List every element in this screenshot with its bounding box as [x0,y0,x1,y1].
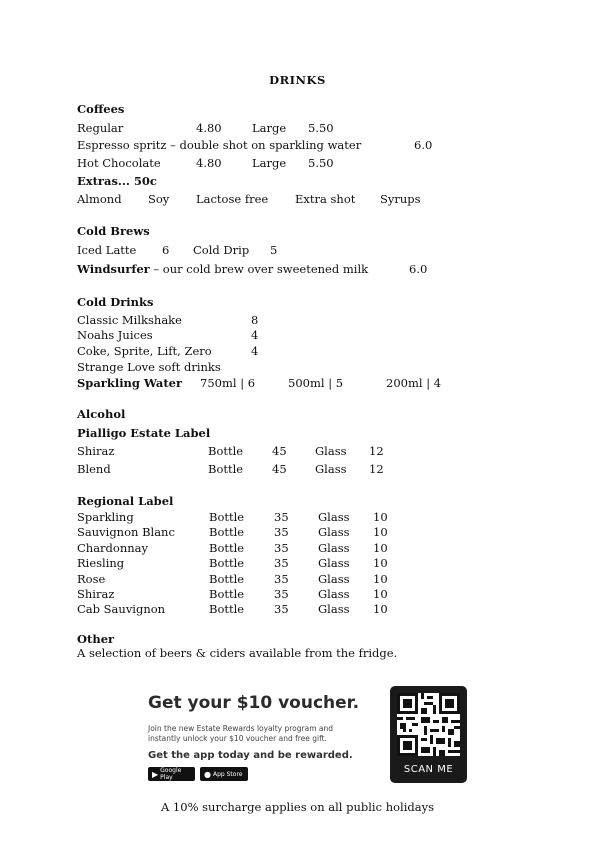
wine-bottle-price: 35 [274,525,289,539]
wine-bottle-label: Bottle [209,587,245,601]
wine-bottle-label: Bottle [209,541,245,555]
cold-drink-price: 8 [251,313,259,327]
wine-name: Shiraz [77,587,115,601]
cold-drinks-heading: Cold Drinks [77,295,154,309]
wine-glass-label: Glass [318,541,350,555]
sparkling-water-name: Sparkling Water [77,376,183,390]
wine-glass-price: 10 [373,602,388,616]
extras-heading: Extras... 50c [77,174,157,188]
app-store-badge[interactable] [200,767,248,781]
extra-item: Extra shot [295,192,356,206]
qr-code-panel [390,686,467,783]
wine-glass-label: Glass [318,556,350,570]
wine-bottle-price: 35 [274,572,289,586]
wine-bottle-price: 45 [272,462,287,476]
wine-name: Sparkling [77,510,134,524]
qr-code-icon [397,693,460,756]
coffee-hotchoc-price: 4.80 [196,156,222,170]
wine-bottle-label: Bottle [209,510,245,524]
wine-bottle-label: Bottle [208,444,244,458]
estate-label-heading: Pialligo Estate Label [77,426,211,440]
cold-drink-price: 4 [251,328,259,342]
wine-bottle-label: Bottle [209,525,245,539]
page-title: DRINKS [269,73,326,87]
wine-bottle-label: Bottle [209,556,245,570]
windsurfer-name: Windsurfer [77,262,150,276]
app-store-label: App Store [212,770,243,778]
coffee-espresso-price: 6.0 [414,138,433,152]
extra-item: Soy [148,192,170,206]
windsurfer-price: 6.0 [409,262,428,276]
rewards-promo [145,686,470,784]
google-play-badge[interactable] [148,767,195,781]
wine-bottle-price: 35 [274,556,289,570]
wine-glass-label: Glass [315,462,347,476]
sparkling-size-500: 500ml | 5 [288,376,344,390]
iced-latte-name: Iced Latte [77,243,137,257]
wine-glass-label: Glass [318,572,350,586]
coffee-regular-large: Large [252,121,287,135]
cold-drip-price: 5 [270,243,278,257]
sparkling-size-200: 200ml | 4 [386,376,442,390]
wine-glass-price: 10 [373,510,388,524]
coffee-hotchoc-name: Hot Chocolate [77,156,161,170]
wine-name: Rose [77,572,106,586]
wine-bottle-label: Bottle [209,572,245,586]
wine-bottle-price: 35 [274,541,289,555]
wine-glass-price: 12 [369,462,384,476]
wine-name: Blend [77,462,111,476]
coffee-regular-price: 4.80 [196,121,222,135]
wine-name: Riesling [77,556,125,570]
promo-subtext: Join the new Estate Rewards loyalty program and [148,724,334,733]
wine-bottle-label: Bottle [209,602,245,616]
cold-drink-price: 4 [251,344,259,358]
sparkling-size-750: 750ml | 6 [200,376,256,390]
surcharge-note: A 10% surcharge applies on all public holidays [160,800,435,814]
coffee-regular-large-price: 5.50 [308,121,334,135]
windsurfer-line [77,262,368,276]
wine-glass-price: 12 [369,444,384,458]
wine-glass-price: 10 [373,525,388,539]
cold-drink-name: Coke, Sprite, Lift, Zero [77,344,212,358]
play-icon: ▶ [152,769,159,779]
promo-subtext: instantly unlock your $10 voucher and free gift. [148,734,327,743]
extra-item: Syrups [380,192,421,206]
wine-glass-label: Glass [318,602,350,616]
wine-bottle-label: Bottle [208,462,244,476]
wine-name: Shiraz [77,444,115,458]
wine-glass-price: 10 [373,556,388,570]
alcohol-heading: Alcohol [77,407,126,421]
wine-name: Sauvignon Blanc [77,525,175,539]
coffee-espresso-name: Espresso spritz – double shot on sparkling water [77,138,362,152]
wine-glass-label: Glass [318,510,350,524]
wine-name: Cab Sauvignon [77,602,166,616]
wine-glass-label: Glass [318,587,350,601]
wine-glass-label: Glass [318,525,350,539]
apple-icon: ● [204,769,211,779]
cold-drink-name: Classic Milkshake [77,313,182,327]
windsurfer-desc: – our cold brew over sweetened milk [149,262,369,276]
wine-bottle-price: 45 [272,444,287,458]
scan-me-label: SCAN ME [403,764,454,775]
wine-glass-price: 10 [373,587,388,601]
other-heading: Other [77,632,115,646]
google-play-label: Google Play [160,767,182,781]
wine-bottle-price: 35 [274,510,289,524]
coffee-hotchoc-large-price: 5.50 [308,156,334,170]
coffee-regular-name: Regular [77,121,124,135]
cold-drink-name: Noahs Juices [77,328,153,342]
wine-name: Chardonnay [77,541,149,555]
cold-brews-heading: Cold Brews [77,224,150,238]
other-text: A selection of beers & ciders available from the fridge. [77,646,398,660]
promo-cta: Get the app today and be rewarded. [148,750,353,761]
iced-latte-price: 6 [162,243,170,257]
wine-glass-label: Glass [315,444,347,458]
cold-drip-name: Cold Drip [193,243,250,257]
promo-headline: Get your $10 voucher. [148,693,360,713]
wine-glass-price: 10 [373,572,388,586]
cold-drink-name: Strange Love soft drinks [77,360,221,374]
extra-item: Almond [77,192,122,206]
extra-item: Lactose free [196,192,269,206]
wine-bottle-price: 35 [274,602,289,616]
coffees-heading: Coffees [77,102,125,116]
wine-glass-price: 10 [373,541,388,555]
coffee-hotchoc-large: Large [252,156,287,170]
regional-label-heading: Regional Label [77,494,174,508]
wine-bottle-price: 35 [274,587,289,601]
